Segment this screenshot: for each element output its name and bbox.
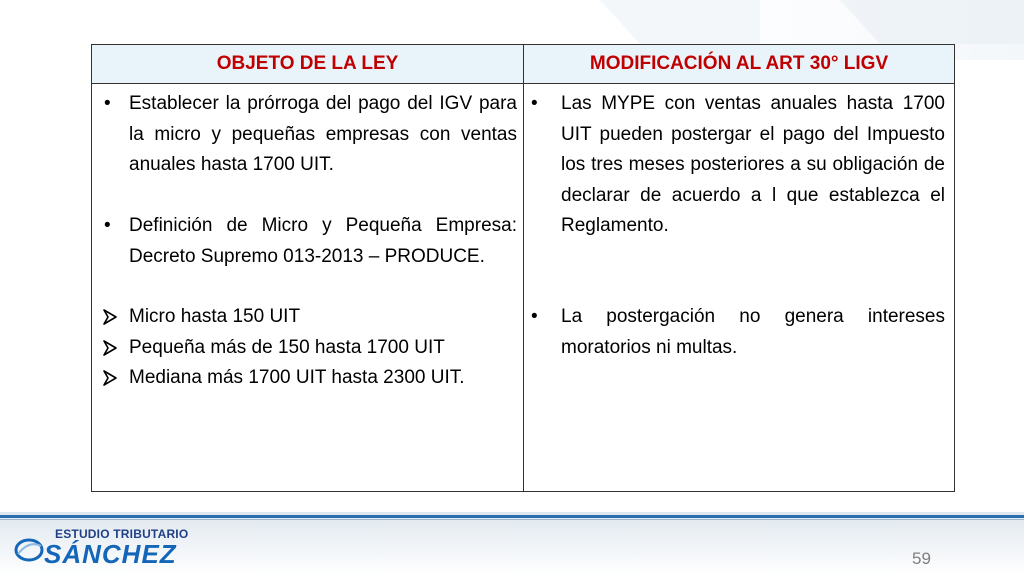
page-number: 59	[912, 549, 931, 568]
right-column-cell	[524, 84, 954, 491]
right-item-2: La postergación no genera intereses moratorios ni multas.	[561, 306, 945, 358]
bullet-dot-icon: •	[104, 93, 111, 114]
left-column-cell	[92, 84, 524, 491]
arrow-bullet-icon	[102, 333, 118, 356]
arrow-bullet-icon	[102, 302, 118, 325]
left-item-5: Mediana más 1700 UIT hasta 2300 UIT.	[129, 367, 465, 388]
header-objeto-de-la-ley: OBJETO DE LA LEY	[92, 45, 524, 83]
left-item-1: Establecer la prórroga del pago del IGV para la micro y pequeñas empresas con ventas anuales hasta 1700 UIT.	[129, 93, 517, 175]
table-header-row	[92, 45, 954, 84]
left-item-4: Pequeña más de 150 hasta 1700 UIT	[129, 337, 445, 358]
logo-top-text: ESTUDIO TRIBUTARIO	[55, 527, 189, 541]
left-item-3: Micro hasta 150 UIT	[129, 306, 301, 327]
left-item-2: Definición de Micro y Pequeña Empresa: Decreto Supremo 013-2013 – PRODUCE.	[129, 215, 517, 267]
bullet-dot-icon: •	[531, 306, 538, 327]
header-modificacion-art-30: MODIFICACIÓN AL ART 30° LIGV	[524, 45, 954, 83]
bullet-dot-icon: •	[531, 93, 538, 114]
bullet-dot-icon: •	[104, 215, 111, 236]
logo-main-text: SÁNCHEZ	[44, 539, 177, 569]
comparison-table	[91, 44, 955, 492]
logo-swoosh-icon	[14, 536, 44, 564]
right-item-1: Las MYPE con ventas anuales hasta 1700 UIT pueden postergar el pago del Impuesto los tres meses posteriores a su obligación de declarar de acuerdo a l que establezca el Reglamento.	[561, 93, 945, 236]
arrow-bullet-icon	[102, 363, 118, 386]
